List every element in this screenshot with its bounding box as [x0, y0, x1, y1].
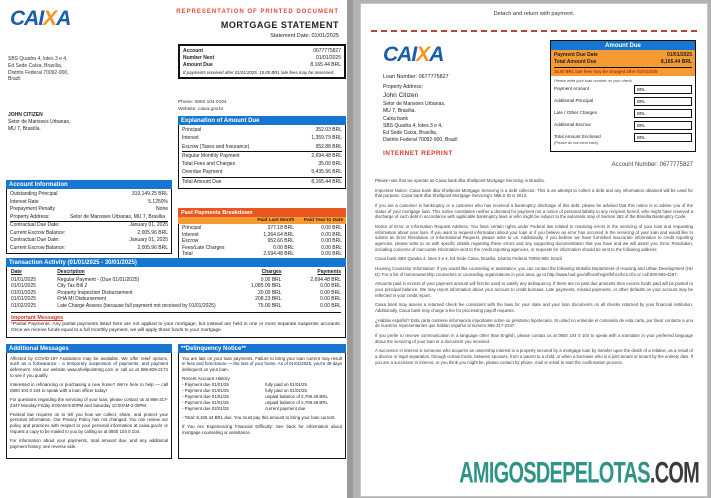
disclosure-paragraph: ¿Hablas español? Esta carta contiene información importante sobre su préstamo hipotecario. Si usted no entiende el contenido de esta carta, por favor contacte a uno de nuestros representantes que hablan español al número 866-317-2347.: [375, 317, 693, 329]
caixa-logo: [10, 8, 70, 29]
phone-line: [178, 100, 227, 107]
coupon-row: Payment Due Date 01/01/2025: [554, 52, 692, 58]
account-information: [6, 180, 172, 254]
coupon-field: Payment Amount BRL: [554, 85, 692, 94]
info-row: Contractual Due Date: January 01, 2025: [10, 237, 168, 243]
important-messages-title: Important Messages: [11, 315, 64, 321]
property-address-row: Property Address: Setor de Mansoes Urbanas, MU 7, Brasília: [10, 213, 166, 220]
account-summary-row: [183, 48, 341, 55]
property-address-block: [383, 84, 445, 115]
recipient-address-line: MU 7, Brasília.: [8, 125, 41, 132]
amount-row: Interest 1,359.79 BRL: [182, 135, 342, 142]
col-description: Description: [57, 269, 85, 275]
disclosure-paragraph: Important Notice: Caixa bank dba Shellpoint Mortgage Servicing is a debt collector. This is an attempt to collect a debt and any information obtained will be used for that purpose. Caixa bank dba Shellpoint Mortgage Servicing's NMLS ID is 3013.: [375, 187, 693, 199]
table-header-row: [11, 269, 341, 276]
coupon-row: Total Amount Due 8,165.44 BRL: [554, 59, 692, 65]
statement-date: Statement Date: 01/01/2025: [270, 33, 339, 39]
col-payments: Payments: [317, 269, 341, 275]
col-paid-last-month: Paid Last Month: [257, 218, 295, 223]
account-number-value: 0677775827: [313, 48, 341, 54]
recipient-name: John Citizen: [383, 91, 419, 99]
coupon-fields: [551, 76, 695, 151]
remit-to-address: [383, 116, 457, 144]
due-date-value: 01/01/2025: [315, 54, 341, 61]
coupon-field: Additional Principal BRL: [554, 97, 692, 106]
col-paid-ytd: Paid Year to Date: [303, 218, 343, 223]
column-headers: [178, 217, 346, 224]
delinquency-total: - Total: 8,165.44 BRL due. You must pay this amount to bring your loan current.: [182, 414, 336, 420]
message-paragraph: For information about your payments, total amount due, and any additional payment history, see reverse side.: [10, 438, 168, 449]
message-paragraph: Affected by COVID-19? Assistance may be available. We offer relief options, such as a forbearance - a temporary suspension of payments, and payment deferment. Visit our website www.shellpointmtg.com or call us at 866-825-2174 to see if you qualify.: [10, 355, 168, 378]
late-fee-note: If payments received after 01/01/2025, 15.00 BRL late fees may be assessed.: [183, 69, 335, 75]
transaction-table: [6, 267, 346, 338]
account-number-line: Account Number: 0677775827: [611, 162, 693, 168]
logo-x: X: [416, 43, 430, 66]
phone-number: 0800 104 0104: [194, 100, 227, 105]
amount-due-coupon: [550, 40, 696, 152]
section-header: Transaction Activity (01/01/2025 - 30/01/2025): [6, 258, 346, 267]
delinquency-help: If You Are Experiencing Financial Difficulty: See back for information about mortgage counseling or assistance.: [182, 424, 342, 435]
table-row: 01/02/2025 Late Charge Assess (because full payment not received by 01/01/2025) 75.00 BRL 0.00 BRL: [11, 302, 341, 309]
recipient-address-line: MU 7, Brasília.: [383, 108, 416, 115]
message-paragraph: Interested in refinancing or purchasing a new home? We're here to help — call 0800 104 0 104 to speak with a loan officer today!: [10, 381, 168, 393]
explanation-of-amount-due: [178, 116, 346, 189]
website-label: Website:: [178, 106, 197, 112]
history-row: - Payment due 02/01/25 current payment due: [182, 405, 306, 411]
caixa-logo: [383, 44, 443, 65]
additional-messages: [6, 344, 172, 459]
coupon-field: Late / Other Charges BRL: [554, 109, 692, 118]
history-row: - Payment due 01/01/25 fully paid on 01/01/25: [182, 382, 307, 388]
history-row: - Payment due 01/01/25 unpaid balance of 2,709.48 BRL: [182, 399, 328, 405]
payment-amount-input[interactable]: BRL: [634, 85, 692, 94]
section-header: Account Information: [6, 180, 172, 189]
no-cash-note: (Please do not send cash): [554, 140, 599, 145]
write-note: Please write your loan number on your check: [554, 78, 632, 83]
info-row: Outstanding Principal 319,149.25 BRL: [10, 191, 168, 197]
table-row: 01/01/2025 Property Inspection Disbursement 20.00 BRL 0.00 BRL: [11, 289, 341, 296]
delinquency-intro: You are late on your loan payments. Failure to bring your loan current may result in fees and foreclosure — the loss of your home. As of 01/01/2025, you're 49 days delinquent on your loan.: [182, 355, 342, 372]
bank-address-line: Ed Sede Caixa, Brasília,: [8, 62, 63, 69]
explanation-rows: [178, 125, 346, 189]
bank-name: Caixa bank: [383, 116, 409, 122]
contact-lines: [178, 100, 227, 113]
watermark-name: AMIGOSDEPELOTAS: [459, 456, 650, 489]
amount-row: Escrow (Taxes and Insurance) 952.88 BRL: [182, 143, 342, 150]
history-row: - Payment due 01/01/25 unpaid balance of 2,709.48 BRL: [182, 394, 328, 400]
table-row: 01/01/2025 Regular Payment - (Due 01/01/2025) 0.00 BRL 2,694.48 BRL: [11, 276, 341, 283]
website-url: caixa.gov.br: [197, 106, 224, 112]
recipient-name: JOHN CITIZEN: [8, 112, 43, 118]
website-line: [178, 107, 227, 114]
bank-address-line: Brazil: [8, 76, 21, 83]
amount-due-label: Amount Due: [183, 61, 213, 68]
important-messages-text: *Partial Payments: Any partial payments listed here are not applied to your mortgage, but instead are held in one or more separate suspense accounts. Once we receive funds equal to a full monthly payment, we will apply those funds to your mortgage.: [11, 322, 341, 334]
delinquency-body: [178, 353, 346, 459]
coupon-header: Amount Due: [551, 41, 695, 50]
loan-number-line: Loan Number: 0677775827: [383, 74, 449, 80]
info-row: Current Escrow Balance: 2,005.96 BRL: [10, 244, 168, 251]
important-messages: [11, 312, 341, 335]
message-paragraph: For questions regarding the servicing of your loan, please contact us at 866-317-2347 Monday-Friday 8:00AM-9:00PM and Saturday 10:00AM-2:00PM.: [10, 396, 168, 408]
disclosure-paragraph: Amounts paid in excess of your payment amount will first be used to satisfy any delinquency. If there are no past due amounts then excess funds paid will be posted to your principal balance. We may report information about your account to credit bureaus. Late payments, missed payments, or other defaults on your account may be reflected in your credit report.: [375, 281, 693, 298]
logo-text: CAI: [10, 7, 44, 30]
late-other-charges-input[interactable]: BRL: [634, 109, 692, 118]
payment-total-row: Total 2,694.48 BRL 0.00 BRL: [182, 251, 342, 257]
total-enclosed-input[interactable]: BRL: [634, 133, 692, 142]
amount-row: Regular Monthly Payment 2,694.48 BRL: [182, 152, 342, 159]
payment-row: Fees/Late Charges 0.00 BRL 0.00 BRL: [182, 244, 342, 251]
disclosure-paragraph: Caixa bank may assess a returned check fee consistent with the laws for your state and your loan documents on all checks returned by your financial institution. Additionally, Caixa bank may charge a fee for processing payoff requests.: [375, 302, 693, 314]
property-address-label: Property Address:: [383, 84, 423, 90]
payment-row: Principal 377.18 BRL 0.00 BRL: [182, 225, 342, 231]
page-title: MORTGAGE STATEMENT: [220, 20, 339, 30]
recipient-address-line: Setor de Mansoes Urbanas,: [383, 101, 446, 108]
transaction-activity: [6, 258, 346, 338]
account-summary-row: [183, 55, 341, 62]
table-row: 01/01/2025 FHA MI Disbursement 208.23 BRL 0.00 BRL: [11, 296, 341, 302]
section-header: Explanation of Amount Due: [178, 116, 346, 125]
info-row: Contractual Due Date: January 01, 2025: [10, 222, 168, 228]
account-summary-box: [178, 44, 346, 79]
additional-messages-body: [6, 353, 172, 459]
disclosure-paragraphs: [375, 178, 693, 369]
bank-address-line: Ed Sede Caixa, Brasília,: [383, 130, 438, 136]
internet-reprint-label: INTERNET REPRINT: [383, 150, 453, 157]
detach-dashed-line: [371, 30, 697, 32]
col-charges: Charges: [261, 269, 282, 275]
delinquency-notice: [178, 344, 346, 459]
past-payments-breakdown: [178, 208, 346, 261]
watermark-tld: .COM: [649, 456, 699, 489]
coupon-field: Additional Escrow BRL: [554, 121, 692, 130]
additional-escrow-input[interactable]: BRL: [634, 121, 692, 130]
coupon-summary: [551, 50, 695, 76]
phone-label: Phone:: [178, 100, 194, 105]
logo-x: X: [43, 7, 57, 30]
disclosure-paragraph: If you prefer to receive communication in a language other than English, please contact us at 0800 104 0 104 to speak with a translator in your preferred language about the servicing of your loan or a document you received.: [375, 333, 693, 344]
bank-address-line: Distrito Federal 70092-900,: [8, 69, 69, 76]
disclosure-paragraph: Please note that we operate as Caixa bank dba Shellpoint Mortgage Servicing in Brasília.: [375, 178, 545, 183]
amount-row: Total Fees and Charges 35.00 BRL: [182, 161, 342, 167]
coupon-field: [554, 133, 692, 145]
section-header: Past Payments Breakdown: [178, 208, 346, 217]
amount-row: Principal 352.03 BRL: [182, 127, 342, 133]
info-row: Current Escrow Balance: 2,005.96 BRL: [10, 229, 168, 236]
account-info-rows: [6, 189, 172, 254]
amount-row: Overdue Payment 5,435.96 BRL: [182, 169, 342, 176]
disclosure-paragraph: A successor in interest is someone who acquires an ownership interest in a property secured by a mortgage loan by transfer upon the death of a relative, as a result of a divorce or legal separation, through certain trusts, between spouses, from a parent to a child, or when a borrower who is a joint tenant or tenant by the entirety dies. If you are a successor in interest, or you think you might be, please contact by phone, mail or email to start the confirmation process.: [375, 348, 693, 365]
coupon-page: [361, 4, 707, 496]
due-date-label: Number Next: [183, 54, 215, 61]
amount-due-value: 8,165.44 BRL: [310, 61, 341, 68]
disclosure-paragraph: Housing Counselor Information: If you would like counseling or assistance, you can contact the following: Brasília Department of Housing and Urban Development (HUD): For a list of homeownership counselors or counseling organizations in your area, go to http://www.hud.gov/offices/hsg/sfh/hcc/hcs.cfm or call 800-569-4287.: [375, 266, 693, 277]
disclosure-paragraph: If you are a customer in bankruptcy or a customer who has received a bankruptcy discharge of this debt, please be advised that this notice is to advise you of the status of your mortgage loan. This notice constitutes neither a demand for payment nor a notice of personal liability to any recipient hereof, who might have received a discharge of such debt in accordance with applicable bankruptcy laws or who might be subject to the automatic stay of Section 362 of the Brasília Bankruptcy Code.: [375, 203, 693, 220]
recipient-address-line: Setor de Mansoes Urbanas,: [8, 118, 71, 125]
bank-address-line: SBS Quadra 4, lotes 3 e 4,: [383, 123, 443, 129]
account-summary-row: [183, 62, 341, 69]
logo-text: CAI: [383, 43, 417, 66]
bank-address-line: Distrito Federal 70092-900, Brazil: [383, 137, 458, 143]
past-payment-rows: [178, 224, 346, 261]
info-row: Interest Rate 5.1250%: [10, 198, 168, 205]
reprint-banner: REPRESENTATION OF PRINTED DOCUMENT: [176, 9, 339, 15]
recipient-address: [8, 112, 70, 132]
table-row: 01/01/2025 City Tax Bill 2 1,085.09 BRL 0.00 BRL: [11, 283, 341, 289]
recent-account-history-title: Recent Account History: [182, 376, 230, 382]
logo-text-2: A: [56, 7, 71, 30]
payment-row: Interest 1,364.64 BRL 0.00 BRL: [182, 231, 342, 238]
history-row: - Payment due 01/01/25 fully paid on 01/01/25: [182, 388, 307, 394]
watermark: [459, 457, 699, 490]
total-enclosed-label: Total Amount Enclosed: [554, 134, 601, 139]
account-number-label: Account: [183, 48, 203, 54]
total-amount-due-row: Total Amount Due 8,165.44 BRL: [182, 178, 342, 185]
bank-address: [8, 56, 69, 83]
additional-principal-input[interactable]: BRL: [634, 97, 692, 106]
disclosure-paragraph: Caixa bank SBS Quadra 4, lotes 3 e 4, Ed Sede Caixa, Brasília, Distrito Federal 70092-900, Brazil: [375, 256, 562, 262]
disclosure-paragraph: Notice of Error or Information Request Address: You have certain rights under Federal law related to resolving errors in the servicing of your loan and requesting information about your loan. If you want to request information about your loan or if you believe an error has occurred in the servicing of your loan and would like to submit an Error Resolution or Informational Request, please write to us. Additionally, if you believe we have furnished inaccurate information to credit reporting agencies, please write to us with specific details regarding these errors and any supporting documentation that you have and we will assist you. Error Resolution, including concerns of inaccurate information sent to the credit reporting agencies, or requests for information should be sent to the following address:: [375, 224, 693, 252]
info-row: Prepayment Penalty None: [10, 206, 168, 212]
section-header: **Delinquency Notice**: [178, 344, 346, 353]
payment-row: Escrow 952.66 BRL 0.00 BRL: [182, 238, 342, 244]
bank-address-line: SBS Quadra 4, lotes 3 e 4,: [8, 56, 68, 62]
message-paragraph: Federal law requires us to tell you how we collect, share, and protect your personal information. Our Privacy Policy has not changed. You can review our policy and practices with respect to your personal information at caixa.gov.br or request a copy to be mailed to you by calling us at 0800 104 0 104.: [10, 411, 168, 434]
section-header: Additional Messages: [6, 344, 172, 353]
col-date: Date: [11, 269, 22, 275]
late-fee-warning: 15.00 BRL late fees may be charged after 01/01/2025: [554, 67, 692, 74]
statement-page: [0, 0, 353, 498]
logo-text-2: A: [429, 43, 444, 66]
detach-instruction: Detach and return with payment.: [493, 11, 575, 17]
